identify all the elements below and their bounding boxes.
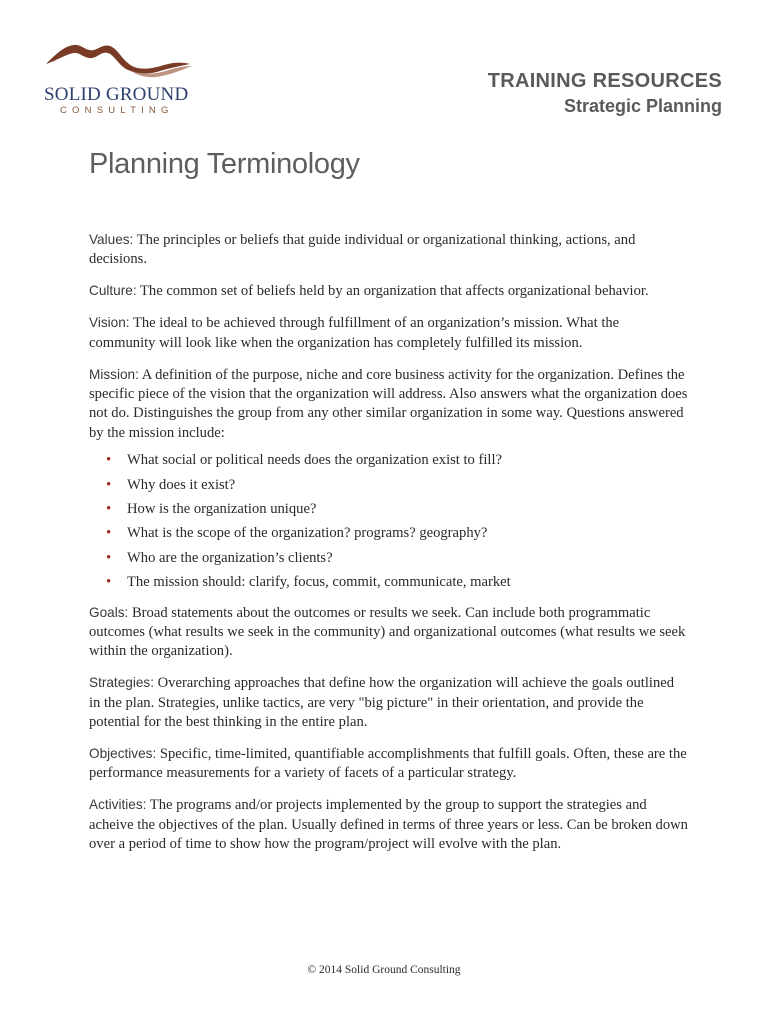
term-activities: [89, 795, 689, 854]
term-definition: A definition of the purpose, niche and core business activity for the organization. Defines the specific piece of the vision that the organization will address. Also answers what the organization does not do. Distinguishes the group from any other similar organization in some way. Questions answered by the mission include:: [89, 366, 688, 441]
term-definition: Specific, time-limited, quantifiable accomplishments that fulfill goals. Often, these are the performance measurements for a variety of facets of a particular strategy.: [89, 746, 687, 782]
list-item: • What social or political needs does the organization exist to fill?: [127, 451, 689, 470]
term-objectives: [89, 744, 689, 784]
term-label: Values:: [89, 232, 134, 247]
term-definition: The programs and/or projects implemented by the group to support the strategies and acheive the objectives of the plan. Usually defined in terms of three years or less. Can be broken down over a period of time to show how the program/project will evolve with the plan.: [89, 797, 688, 853]
page-title: Planning Terminology: [89, 148, 360, 180]
document-header: [488, 68, 722, 118]
logo-subtitle: CONSULTING: [60, 105, 174, 116]
term-definition: Broad statements about the outcomes or results we seek. Can include both programmatic outcomes (what results we seek in the community) and organizational outcomes (what results we seek within the organization).: [89, 604, 686, 660]
term-label: Goals:: [89, 604, 129, 620]
list-item: • The mission should: clarify, focus, commit, communicate, market: [127, 573, 689, 592]
term-label: Objectives:: [89, 746, 157, 762]
term-label: Mission:: [89, 366, 139, 382]
term-definition: Overarching approaches that define how the organization will achieve the goals outlined in the plan. Strategies, unlike tactics, are very "big picture" in their orientation, and provide the potential for the best thinking in the entire plan.: [89, 675, 675, 731]
term-label: Strategies:: [89, 675, 154, 691]
term-label: Culture:: [89, 283, 137, 299]
company-logo: [42, 40, 192, 120]
term-definition: The ideal to be achieved through fulfillment of an organization’s mission. What the community will look like when the organization has completely fulfilled its mission.: [89, 315, 620, 351]
term-label: Vision:: [89, 315, 130, 331]
list-item: • How is the organization unique?: [127, 500, 689, 519]
term-goals: [89, 603, 689, 662]
term-vision: [89, 313, 689, 353]
mission-questions-list: [89, 451, 689, 592]
mountain-logo-icon: [42, 40, 192, 80]
list-item: • What is the scope of the organization? programs? geography?: [127, 524, 689, 543]
list-item: • Why does it exist?: [127, 476, 689, 495]
term-strategies: [89, 673, 689, 732]
header-section-title: TRAINING RESOURCES: [487, 70, 722, 92]
logo-wordmark: SOLID GROUND: [44, 84, 189, 105]
term-values: [89, 230, 689, 270]
copyright-footer: © 2014 Solid Ground Consulting: [307, 964, 461, 976]
header-topic-title: Strategic Planning: [563, 96, 722, 116]
list-item: • Who are the organization’s clients?: [127, 549, 689, 568]
term-mission: [89, 365, 689, 444]
term-definition: The principles or beliefs that guide individual or organizational thinking, actions, and decisions.: [89, 232, 636, 268]
term-definition: The common set of beliefs held by an organization that affects organizational behavior.: [136, 283, 649, 300]
term-culture: [89, 281, 689, 301]
terminology-list: [89, 230, 689, 866]
term-label: Activities:: [89, 797, 147, 813]
